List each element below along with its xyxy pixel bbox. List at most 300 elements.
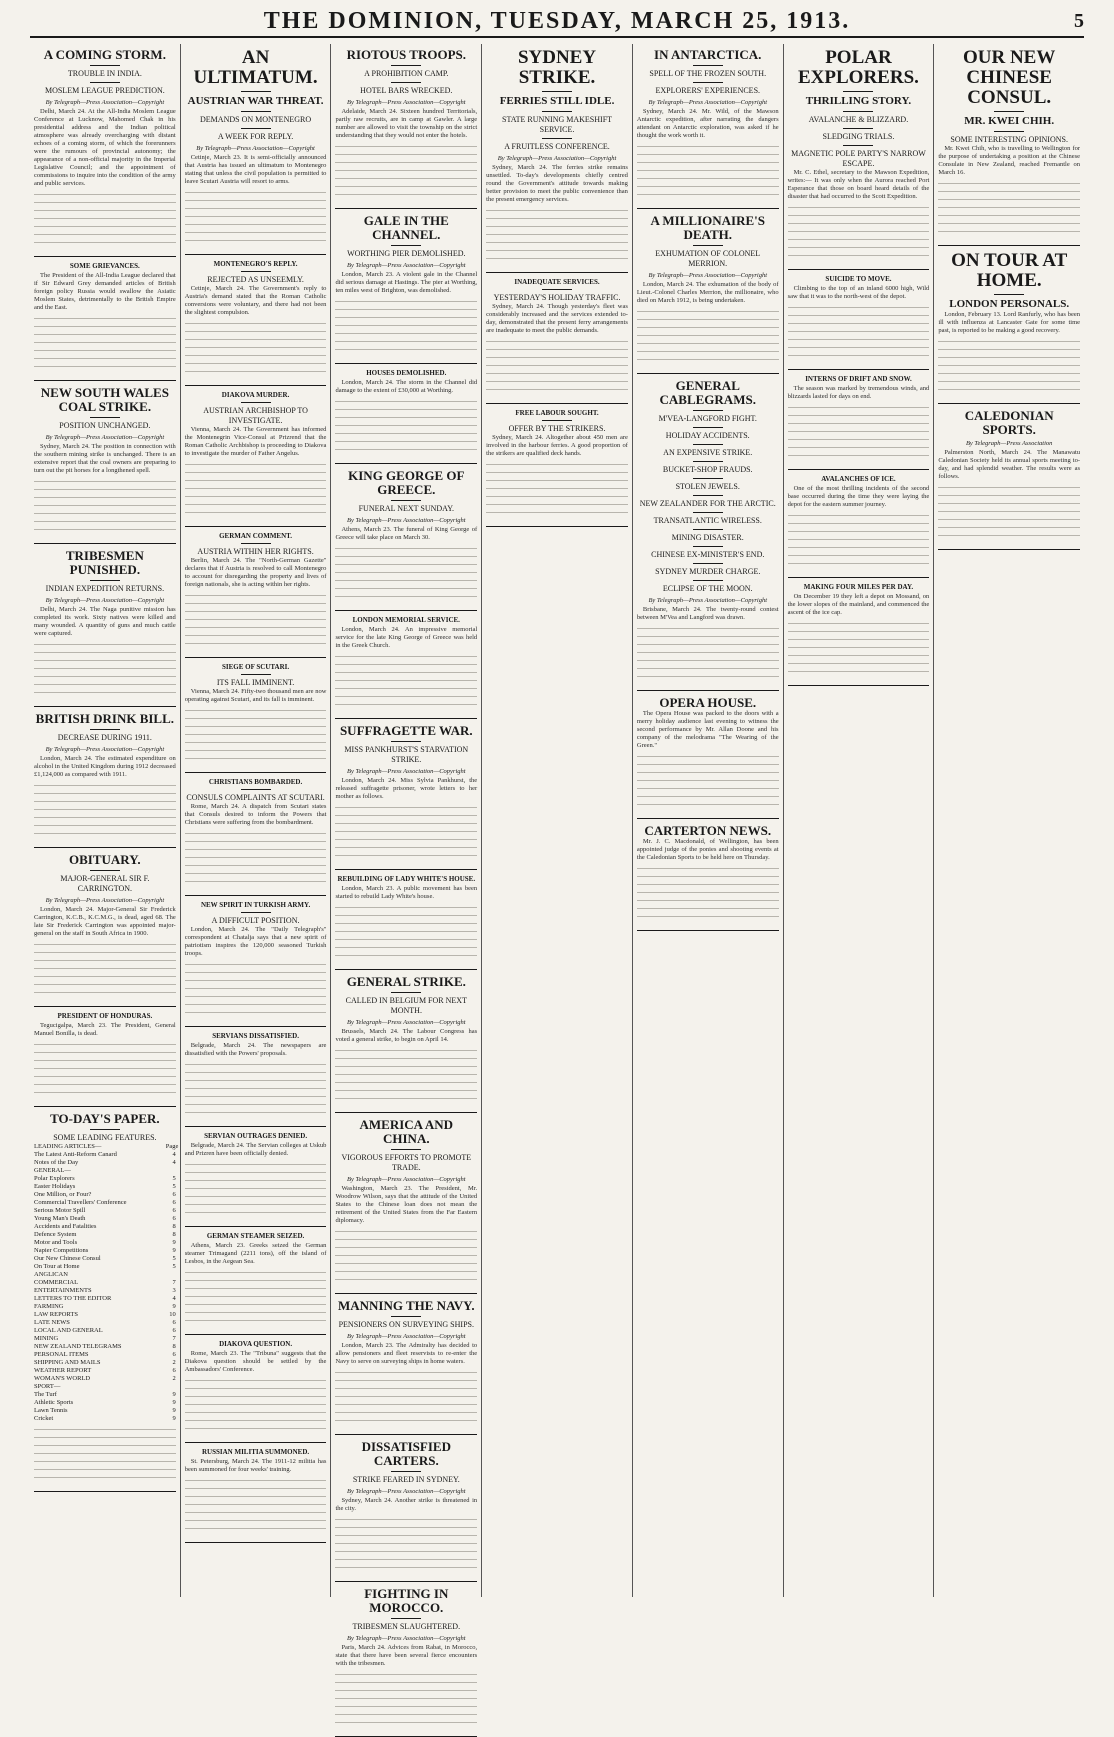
article-deck: ITS FALL IMMINENT.	[216, 678, 295, 687]
article-deck: DEMANDS ON MONTENEGRO	[200, 115, 312, 124]
deck-rule	[693, 495, 723, 496]
deck-rule	[391, 65, 421, 66]
news-article	[185, 1032, 327, 1120]
news-article	[486, 278, 628, 397]
contents-page: 7	[172, 1279, 176, 1286]
article-headline: FIGHTING IN MOROCCO.	[364, 1586, 449, 1615]
contents-row	[34, 1263, 176, 1271]
column-text-lines	[185, 1060, 327, 1120]
article-body: London, March 24. The estimated expenditure on alcohol in the United Kingdom during 1912 decreased £1,124,000 as compared with 1911.	[34, 755, 176, 778]
news-article	[938, 251, 1080, 397]
contents-label: COMMERCIAL	[34, 1279, 79, 1286]
contents-row	[34, 1223, 176, 1231]
article-body: Sydney, March 24. Altogether about 450 men are involved in the harbour ferries. A good proportion of the strikers are qualified deck hands.	[486, 434, 628, 457]
article-body: Mr. Kwei Chih, who is travelling to Wellington for the purpose of undertaking a position at the Chinese Consulate in New Zealand, reached Fremantle on March 16.	[938, 145, 1081, 176]
article-deck: A WEEK FOR REPLY.	[217, 132, 294, 141]
deck-rule	[391, 741, 421, 742]
contents-page: 2	[172, 1359, 176, 1366]
article-separator	[185, 895, 327, 896]
column-text-lines	[486, 337, 628, 397]
deck-rule	[994, 111, 1024, 112]
news-article	[335, 1299, 477, 1428]
article-body: Rome, March 24. A dispatch from Scutari states that Consuls desired to inform the Powers that Christians were suffering from the bombardment.	[184, 803, 327, 826]
article-headline: TO-DAY'S PAPER.	[50, 1111, 160, 1126]
article-body: Athens, March 23. The funeral of King George of Greece will take place on March 30.	[335, 526, 478, 541]
article-separator	[788, 577, 930, 578]
article-subheading: REBUILDING OF LADY WHITE'S HOUSE.	[337, 875, 476, 883]
column-text-lines	[185, 1268, 327, 1328]
news-article	[185, 48, 327, 248]
deck-rule	[693, 245, 723, 246]
newspaper-columns	[30, 44, 1084, 1667]
news-column	[633, 44, 784, 1597]
article-deck: BUCKET-SHOP FRAUDS.	[662, 465, 753, 474]
deck-rule	[90, 729, 120, 730]
deck-rule	[843, 111, 873, 112]
article-separator	[335, 208, 477, 209]
article-dateline: By Telegraph—Press Association—Copyright	[45, 746, 165, 753]
contents-row	[34, 1391, 176, 1399]
news-article	[335, 214, 477, 357]
article-separator	[335, 1112, 477, 1113]
news-article	[185, 532, 327, 651]
column-text-lines	[185, 460, 327, 520]
deck-rule	[994, 131, 1024, 132]
article-body: Brussels, March 24. The Labour Congress has voted a general strike, to begin on April 14.	[335, 1028, 478, 1043]
contents-page: 6	[172, 1199, 176, 1206]
contents-row	[34, 1367, 176, 1375]
column-text-lines	[788, 619, 930, 679]
article-separator	[335, 969, 477, 970]
article-separator	[185, 254, 327, 255]
news-article	[185, 1132, 327, 1220]
article-deck: THRILLING STORY.	[805, 95, 912, 107]
article-deck: CALLED IN BELGIUM FOR NEXT MONTH.	[345, 996, 467, 1015]
article-body: London, March 24. The storm in the Channel did damage to the extent of £30,000 at Worthing.	[335, 379, 478, 394]
article-separator	[185, 657, 327, 658]
news-article	[486, 48, 628, 266]
news-column	[934, 44, 1084, 1597]
contents-row	[34, 1143, 179, 1151]
article-body: Vienna, March 24. Fifty-two thousand men are now operating against Scutari, and its fall is imminent.	[184, 688, 327, 703]
deck-rule	[693, 478, 723, 479]
article-separator	[938, 245, 1080, 246]
contents-page: 6	[172, 1319, 176, 1326]
column-text-lines	[34, 477, 176, 537]
article-deck: SOME INTERESTING OPINIONS.	[950, 135, 1068, 144]
article-body: The Opera House was packed to the doors with a merry holiday audience last evening to witness the second performance by Mr. Allan Doone and his company of the melodrama "The Wearing of the Green."	[636, 710, 779, 749]
article-separator	[335, 1293, 477, 1294]
article-deck: SLEDGING TRIALS.	[822, 132, 895, 141]
article-headline: AN ULTIMATUM.	[193, 47, 318, 88]
article-separator	[335, 610, 477, 611]
contents-row	[34, 1255, 176, 1263]
contents-page: 6	[172, 1215, 176, 1222]
article-subheading: AVALANCHES OF ICE.	[821, 475, 896, 483]
article-headline: IN ANTARCTICA.	[654, 47, 762, 62]
contents-page: 9	[172, 1415, 176, 1422]
article-separator	[788, 269, 930, 270]
deck-rule	[241, 543, 271, 544]
article-body: The President of the All-India League declared that if Sir Edward Grey demanded articles of British foreign policy Russia would swallow the Asiatic Moslem States, detrimentally to the British Empire and the East.	[34, 272, 176, 311]
deck-rule	[241, 674, 271, 675]
deck-rule	[693, 444, 723, 445]
deck-rule	[693, 580, 723, 581]
deck-rule	[693, 563, 723, 564]
article-body: Climbing to the top of an inland 6000 high, Wild saw that it was to the north-west of the depot.	[787, 285, 930, 300]
article-subheading: SERVIANS DISSATISFIED.	[212, 1032, 299, 1040]
article-subheading: FREE LABOUR SOUGHT.	[515, 409, 599, 417]
article-deck: HOLIDAY ACCIDENTS.	[665, 431, 750, 440]
contents-row	[34, 1343, 176, 1351]
news-article	[34, 1111, 179, 1485]
article-dateline: By Telegraph—Press Association—Copyright	[648, 272, 768, 279]
article-body: Sydney, March 24. Though yesterday's fleet was considerably increased and the services extended to-day, demonstrated that the present ferry arrangements are inadequate to meet the public demands.	[486, 303, 628, 334]
article-deck: MOSLEM LEAGUE PREDICTION.	[44, 86, 165, 95]
article-separator	[335, 1434, 477, 1435]
article-body: Cetinje, March 24. The Government's reply to Austria's demand stated that the Roman Catholic conversions were voluntary, and there had not been the slightest compulsion.	[184, 285, 327, 316]
news-article	[34, 386, 176, 537]
contents-label: LATE NEWS	[34, 1319, 70, 1326]
news-article	[335, 469, 477, 604]
deck-rule	[693, 65, 723, 66]
article-deck: FERRIES STILL IDLE.	[499, 95, 615, 107]
article-separator	[637, 818, 779, 819]
article-separator	[34, 543, 176, 544]
contents-row	[34, 1167, 176, 1175]
article-deck: MINING DISASTER.	[671, 533, 744, 542]
contents-row	[34, 1215, 176, 1223]
article-dateline: By Telegraph—Press Association—Copyright	[347, 1176, 466, 1183]
contents-label: Our New Chinese Consul	[34, 1255, 101, 1262]
contents-page	[166, 1271, 176, 1279]
deck-rule	[90, 870, 120, 871]
article-headline: BRITISH DRINK BILL.	[35, 711, 175, 726]
column-text-lines	[335, 1368, 477, 1428]
contents-row	[34, 1303, 176, 1311]
contents-row	[34, 1415, 176, 1423]
contents-page: 9	[172, 1407, 176, 1414]
news-article	[637, 696, 779, 812]
contents-page: 9	[172, 1239, 176, 1246]
article-subheading: SOME GRIEVANCES.	[69, 262, 140, 270]
article-subheading: LONDON MEMORIAL SERVICE.	[352, 616, 460, 624]
article-dateline: By Telegraph—Press Association—Copyright	[347, 1019, 466, 1026]
article-deck: MAGNETIC POLE PARTY'S NARROW ESCAPE.	[791, 149, 926, 168]
news-article	[938, 409, 1080, 543]
article-separator	[185, 385, 327, 386]
news-article	[185, 901, 327, 1020]
article-headline: POLAR EXPLORERS.	[798, 47, 919, 88]
news-article	[335, 1587, 477, 1730]
article-subheading: NEW SPIRIT IN TURKISH ARMY.	[200, 901, 311, 909]
article-deck: FUNERAL NEXT SUNDAY.	[358, 504, 454, 513]
news-article	[335, 369, 477, 457]
article-deck: NEW ZEALANDER FOR THE ARCTIC.	[639, 499, 776, 508]
article-subheading: GERMAN STEAMER SEIZED.	[206, 1232, 305, 1240]
article-separator	[185, 1126, 327, 1127]
article-separator	[34, 847, 176, 848]
news-column	[30, 44, 181, 1597]
article-separator	[185, 526, 327, 527]
article-dateline: By Telegraph—Press Association—Copyright	[347, 517, 466, 524]
contents-label: Notes of the Day	[34, 1159, 79, 1166]
deck-rule	[391, 1471, 421, 1472]
contents-row	[34, 1279, 176, 1287]
deck-rule	[391, 992, 421, 993]
deck-rule	[693, 410, 723, 411]
contents-row	[34, 1383, 176, 1391]
deck-rule	[241, 789, 271, 790]
news-article	[788, 275, 930, 363]
news-article	[34, 712, 176, 841]
article-separator	[335, 463, 477, 464]
article-body: Sydney, March 24. The ferries strike remains unsettled. To-day's developments chiefly centred round the Government's attitude towards making better provision to meet the public convenience than the present emergency services.	[486, 164, 628, 203]
article-body: London, February 13. Lord Ranfurly, who has been ill with influenza at Lancaster Gate for some time past, is reported to be making a good recovery.	[938, 311, 1081, 334]
contents-row	[34, 1327, 176, 1335]
article-separator	[788, 469, 930, 470]
article-body: Sydney, March 24. Mr. Wild, of the Mawson Antarctic expedition, after narrating the dangers attendant on Antarctic exploration, was asked if he thought the work worth it.	[636, 108, 779, 139]
article-deck: A PROHIBITION CAMP.	[364, 69, 449, 78]
news-article	[938, 48, 1080, 239]
contents-page: 9	[172, 1247, 176, 1254]
column-text-lines	[34, 940, 176, 1000]
contents-page: 7	[172, 1335, 176, 1342]
article-body: London, March 24. Miss Sylvia Pankhurst, the released suffragette prisoner, wrote letters to her mother as follows.	[335, 777, 478, 800]
deck-rule	[90, 1129, 120, 1130]
article-body: On December 19 they left a depot on Mossand, on the lower slopes of the mainland, and commenced the ascent of the ice cap.	[787, 593, 930, 616]
news-article	[34, 262, 176, 374]
article-subheading: MONTENEGRO'S REPLY.	[213, 260, 298, 268]
column-text-lines	[938, 483, 1080, 543]
news-article	[185, 391, 327, 520]
contents-page: 6	[172, 1207, 176, 1214]
deck-rule	[843, 91, 873, 92]
news-article	[34, 1012, 176, 1100]
column-text-lines	[34, 314, 176, 374]
article-dateline: By Telegraph—Press Association—Copyright	[45, 99, 165, 106]
article-subheading: INTERNS OF DRIFT AND SNOW.	[805, 375, 912, 383]
contents-label: On Tour at Home	[34, 1263, 80, 1270]
contents-label: The Turf	[34, 1391, 57, 1398]
article-body: Washington, March 23. The President, Mr. Woodrow Wilson, says that the attitude of the United States to the Chinese loan does not mean the retirement of the United States from the Far Eastern diplomacy.	[335, 1185, 478, 1224]
article-deck: EXHUMATION OF COLONEL MERRION.	[655, 249, 761, 268]
article-body: The season was marked by tremendous winds, and blizzards lasted for days on end.	[787, 385, 930, 400]
article-separator	[637, 690, 779, 691]
contents-page: 8	[172, 1231, 176, 1238]
contents-row	[34, 1199, 176, 1207]
contents-page: 6	[172, 1367, 176, 1374]
column-text-lines	[637, 624, 779, 684]
contents-row	[34, 1151, 176, 1159]
news-article	[788, 583, 930, 679]
article-deck: M'VEA-LANGFORD FIGHT.	[658, 414, 757, 423]
contents-row	[34, 1295, 176, 1303]
article-deck: LONDON PERSONALS.	[949, 298, 1070, 310]
contents-label: Serious Motor Spill	[34, 1207, 86, 1214]
news-article	[185, 663, 327, 766]
article-headline: ON TOUR AT HOME.	[951, 250, 1068, 291]
column-text-lines	[788, 203, 930, 263]
deck-rule	[241, 402, 271, 403]
article-subheading: SERVIAN OUTRAGES DENIED.	[204, 1132, 308, 1140]
deck-rule	[542, 91, 572, 92]
deck-rule	[542, 111, 572, 112]
contents-page: 10	[169, 1311, 176, 1318]
contents-label: LETTERS TO THE EDITOR	[34, 1295, 112, 1302]
contents-label: GENERAL—	[34, 1167, 71, 1174]
column-text-lines	[335, 1515, 477, 1575]
contents-page: 8	[172, 1223, 176, 1230]
column-text-lines	[335, 903, 477, 963]
article-headline: CARTERTON NEWS.	[644, 823, 772, 838]
article-deck: TRANSATLANTIC WIRELESS.	[653, 516, 762, 525]
article-headline: AMERICA AND CHINA.	[359, 1117, 454, 1146]
deck-rule	[90, 82, 120, 83]
contents-row	[34, 1175, 176, 1183]
column-text-lines	[335, 544, 477, 604]
news-article	[637, 379, 779, 684]
article-deck: SYDNEY MURDER CHARGE.	[655, 567, 761, 576]
article-body: Belgrade, March 24. The newspapers are dissatisfied with the Powers' proposals.	[184, 1042, 327, 1057]
column-text-lines	[637, 864, 779, 924]
deck-rule	[391, 1149, 421, 1150]
column-text-lines	[335, 1670, 477, 1730]
article-separator	[185, 1542, 327, 1543]
contents-page: 9	[172, 1303, 176, 1310]
column-text-lines	[335, 297, 477, 357]
contents-page: Page	[165, 1143, 179, 1150]
news-column	[482, 44, 633, 1597]
article-headline: RIOTOUS TROOPS.	[346, 47, 467, 62]
contents-row	[34, 1399, 176, 1407]
news-column	[331, 44, 482, 1667]
article-body: One of the most thrilling incidents of the second base occurred during the time they were laying the depot for the eastern summer journey.	[787, 485, 930, 508]
article-body: Belgrade, March 24. The Servian colleges at Uskub and Prizren have been officially denied.	[184, 1142, 327, 1157]
article-deck: DECREASE DURING 1911.	[57, 733, 152, 742]
article-deck: MAJOR-GENERAL SIR F. CARRINGTON.	[60, 874, 150, 893]
news-article	[335, 48, 477, 202]
deck-rule	[241, 912, 271, 913]
article-separator	[34, 1491, 176, 1492]
news-article	[34, 853, 176, 1000]
article-separator	[486, 403, 628, 404]
deck-rule	[241, 111, 271, 112]
column-text-lines	[335, 652, 477, 712]
deck-rule	[693, 529, 723, 530]
article-headline: SYDNEY STRIKE.	[517, 47, 597, 88]
article-body: Brisbane, March 24. The twenty-round contest between M'Vea and Langford was drawn.	[636, 606, 779, 621]
article-separator	[185, 1026, 327, 1027]
article-subheading: SUICIDE TO MOVE.	[825, 275, 892, 283]
article-separator	[185, 1442, 327, 1443]
column-text-lines	[335, 1046, 477, 1106]
article-deck: STRIKE FEARED IN SYDNEY.	[352, 1475, 460, 1484]
article-separator	[34, 1006, 176, 1007]
contents-label: Defence System	[34, 1231, 77, 1238]
column-text-lines	[185, 1476, 327, 1536]
article-deck: CONSULS COMPLAINTS AT SCUTARI.	[186, 793, 325, 802]
column-text-lines	[185, 1160, 327, 1220]
article-body: London, March 24. Major-General Sir Frederick Carrington, K.C.B., K.C.M.G., is dead, aged 68. The late Sir Frederick Carrington was appointed major-general on the staff in South Africa in 1900.	[34, 906, 176, 937]
article-separator	[788, 685, 930, 686]
article-headline: NEW SOUTH WALES COAL STRIKE.	[40, 385, 169, 414]
contents-label: Motor and Tools	[34, 1239, 78, 1246]
deck-rule	[241, 91, 271, 92]
news-column	[784, 44, 935, 1597]
article-deck: TRIBESMEN SLAUGHTERED.	[352, 1622, 461, 1631]
contents-page: 4	[172, 1295, 176, 1302]
deck-rule	[843, 128, 873, 129]
contents-page: 4	[172, 1151, 176, 1158]
contents-row	[34, 1159, 176, 1167]
news-article	[185, 1448, 327, 1536]
deck-rule	[994, 294, 1024, 295]
article-deck: POSITION UNCHANGED.	[59, 421, 151, 430]
news-article	[788, 375, 930, 463]
column-text-lines	[637, 752, 779, 812]
article-body: Adelaide, March 24. Sixteen hundred Territorials, partly raw recruits, are in camp at Gawler. A large number are allowed to visit the township on the strict understanding that they would not enter the hotels.	[335, 108, 478, 139]
article-headline: OBITUARY.	[69, 852, 141, 867]
column-text-lines	[335, 803, 477, 863]
article-separator	[335, 1581, 477, 1582]
contents-label: MINING	[34, 1335, 59, 1342]
contents-row	[34, 1407, 176, 1415]
deck-rule	[241, 271, 271, 272]
article-body: Rome, March 23. The "Tribuna" suggests that the Diakova question should be settled by the Ambassadors' Conference.	[184, 1350, 327, 1373]
contents-label: ENTERTAINMENTS	[34, 1287, 92, 1294]
column-text-lines	[185, 188, 327, 248]
column-text-lines	[335, 1227, 477, 1287]
news-article	[185, 1232, 327, 1328]
article-deck: WORTHING PIER DEMOLISHED.	[347, 249, 466, 258]
column-text-lines	[34, 190, 176, 250]
article-body: Sydney, March 24. Another strike is threatened in the city.	[335, 1497, 478, 1512]
column-text-lines	[335, 142, 477, 202]
deck-rule	[542, 420, 572, 421]
contents-label: LOCAL AND GENERAL	[34, 1327, 103, 1334]
article-headline: DISSATISFIED CARTERS.	[361, 1439, 451, 1468]
article-dateline: By Telegraph—Press Association—Copyright	[648, 99, 768, 106]
article-dateline: By Telegraph—Press Association—Copyright	[347, 1333, 466, 1340]
article-headline: OUR NEW CHINESE CONSUL.	[962, 47, 1056, 108]
column-text-lines	[185, 319, 327, 379]
column-text-lines	[185, 1376, 327, 1436]
article-deck: AUSTRIAN WAR THREAT.	[187, 95, 324, 107]
column-text-lines	[788, 511, 930, 571]
deck-rule	[843, 145, 873, 146]
article-deck: CHINESE EX-MINISTER'S END.	[651, 550, 765, 559]
contents-row	[34, 1287, 176, 1295]
article-deck: SPELL OF THE FROZEN SOUTH.	[649, 69, 767, 78]
news-article	[185, 1340, 327, 1436]
article-separator	[637, 373, 779, 374]
article-body: Athens, March 23. Greeks seized the German steamer Trimagand (2211 tons), off the island of Lesbos, in the Aegean Sea.	[184, 1242, 327, 1265]
deck-rule	[542, 138, 572, 139]
contents-label: Commercial Travellers' Conference	[34, 1199, 127, 1206]
deck-rule	[693, 427, 723, 428]
news-article	[335, 975, 477, 1106]
article-deck: INDIAN EXPEDITION RETURNS.	[45, 584, 165, 593]
contents-label: LAW REPORTS	[34, 1311, 78, 1318]
contents-label: Polar Explorers	[34, 1175, 75, 1182]
article-separator	[486, 272, 628, 273]
contents-row	[34, 1271, 176, 1279]
contents-page: 5	[172, 1255, 176, 1262]
contents-page: 4	[172, 1159, 176, 1166]
article-headline: SUFFRAGETTE WAR.	[339, 723, 473, 738]
contents-label: LEADING ARTICLES—	[34, 1143, 102, 1150]
